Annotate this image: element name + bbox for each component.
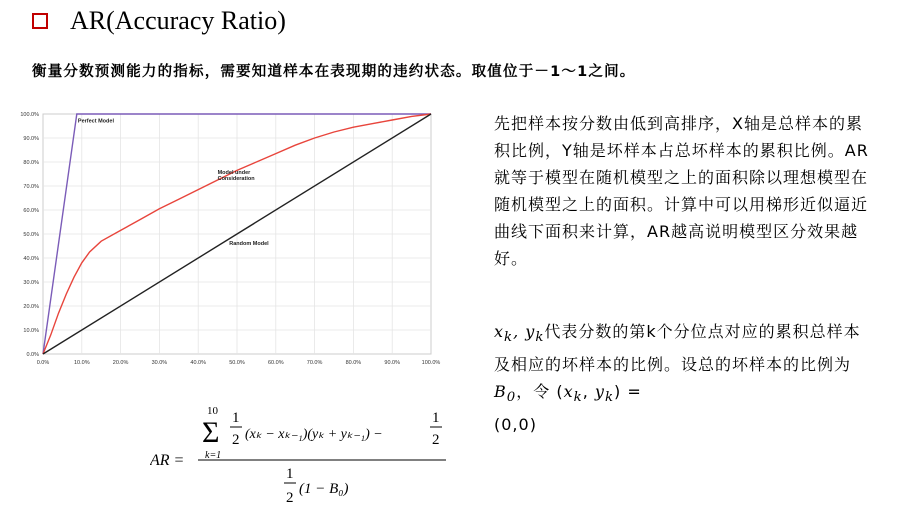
y-tick-label: 60.0%: [23, 208, 39, 214]
y-tick-label: 20.0%: [23, 304, 39, 310]
y-tick-labels: [20, 112, 39, 358]
x-tick-label: 50.0%: [229, 360, 245, 366]
y-tick-label: 30.0%: [23, 280, 39, 286]
sum-upper: 10: [207, 405, 218, 417]
x-tick-label: 40.0%: [190, 360, 207, 366]
x-tick-label: 100.0%: [421, 360, 441, 366]
x-tick-label: 0.0%: [36, 360, 50, 366]
chart-annotation: Consideration: [217, 176, 255, 182]
x-tick-label: 60.0%: [267, 360, 284, 366]
y-tick-label: 80.0%: [23, 160, 39, 166]
b0-symbol: $B_0$: [494, 382, 517, 406]
definition-text: [494, 318, 869, 438]
explanation-text: 先把样本按分数由低到高排序，X轴是总样本的累积比例，Y轴是坏样本占总坏样本的累积比例。AR就等于模型在随机模型之上的面积除以理想模型在随机模型之上的面积。计算中可以用梯形近似逼近曲线下面积来计算，AR越高说明模型区分效果越好。: [494, 114, 869, 268]
square-bullet-icon: [32, 13, 48, 29]
denominator-expression: (1 − B₀): [299, 481, 349, 497]
den-half-denominator: 2: [286, 490, 294, 506]
half-denominator: 2: [232, 432, 240, 448]
x-tick-label: 10.0%: [73, 360, 90, 366]
slide-title: AR(Accuracy Ratio): [70, 6, 286, 35]
y-tick-label: 100.0%: [20, 112, 39, 118]
half-denominator-2: 2: [432, 432, 440, 448]
origin-value: (0,0): [494, 415, 537, 435]
title-row: [32, 6, 286, 36]
y-tick-label: 50.0%: [23, 232, 39, 238]
sum-lower: k=1: [205, 450, 222, 461]
x-tick-label: 90.0%: [384, 360, 401, 366]
xk-yk-symbol: $x_k$, $y_k$: [494, 322, 545, 346]
chart-annotation: Model under: [217, 170, 251, 176]
half-numerator: 1: [232, 410, 240, 426]
x-tick-label: 30.0%: [151, 360, 168, 366]
chart-annotation: Perfect Model: [77, 118, 114, 125]
paren-xk-yk: ($x_k$, $y_k$): [556, 382, 622, 406]
slide-subtitle: 衡量分数预测能力的指标，需要知道样本在表现期的违约状态。取值位于－1～1之间。: [32, 64, 636, 80]
x-tick-label: 20.0%: [112, 360, 129, 366]
chart-annotation: Random Model: [229, 240, 269, 247]
y-tick-label: 70.0%: [23, 184, 39, 190]
x-tick-label: 70.0%: [306, 360, 323, 366]
y-tick-label: 0.0%: [26, 352, 39, 358]
den-half-numerator: 1: [286, 466, 294, 482]
x-tick-label: 80.0%: [345, 360, 362, 366]
definition-part-2: ，令: [516, 382, 551, 402]
y-tick-label: 10.0%: [23, 328, 39, 334]
sigma-icon: Σ: [202, 416, 220, 449]
y-tick-label: 90.0%: [23, 136, 39, 142]
definition-part-1: 代表分数的第k个分位点对应的累积总样本及相应的坏样本的比例。设总的坏样本的比例为: [494, 322, 861, 375]
half-numerator-2: 1: [432, 410, 440, 426]
numerator-expression: (xₖ − xₖ₋₁)(yₖ + yₖ₋₁) −: [245, 427, 383, 442]
y-tick-label: 40.0%: [23, 256, 39, 262]
x-tick-labels: [37, 360, 441, 366]
ar-formula: [150, 400, 470, 515]
cap-curve-chart: [0, 100, 450, 375]
formula-lhs: AR =: [150, 452, 185, 469]
equals-sign: =: [627, 382, 642, 402]
